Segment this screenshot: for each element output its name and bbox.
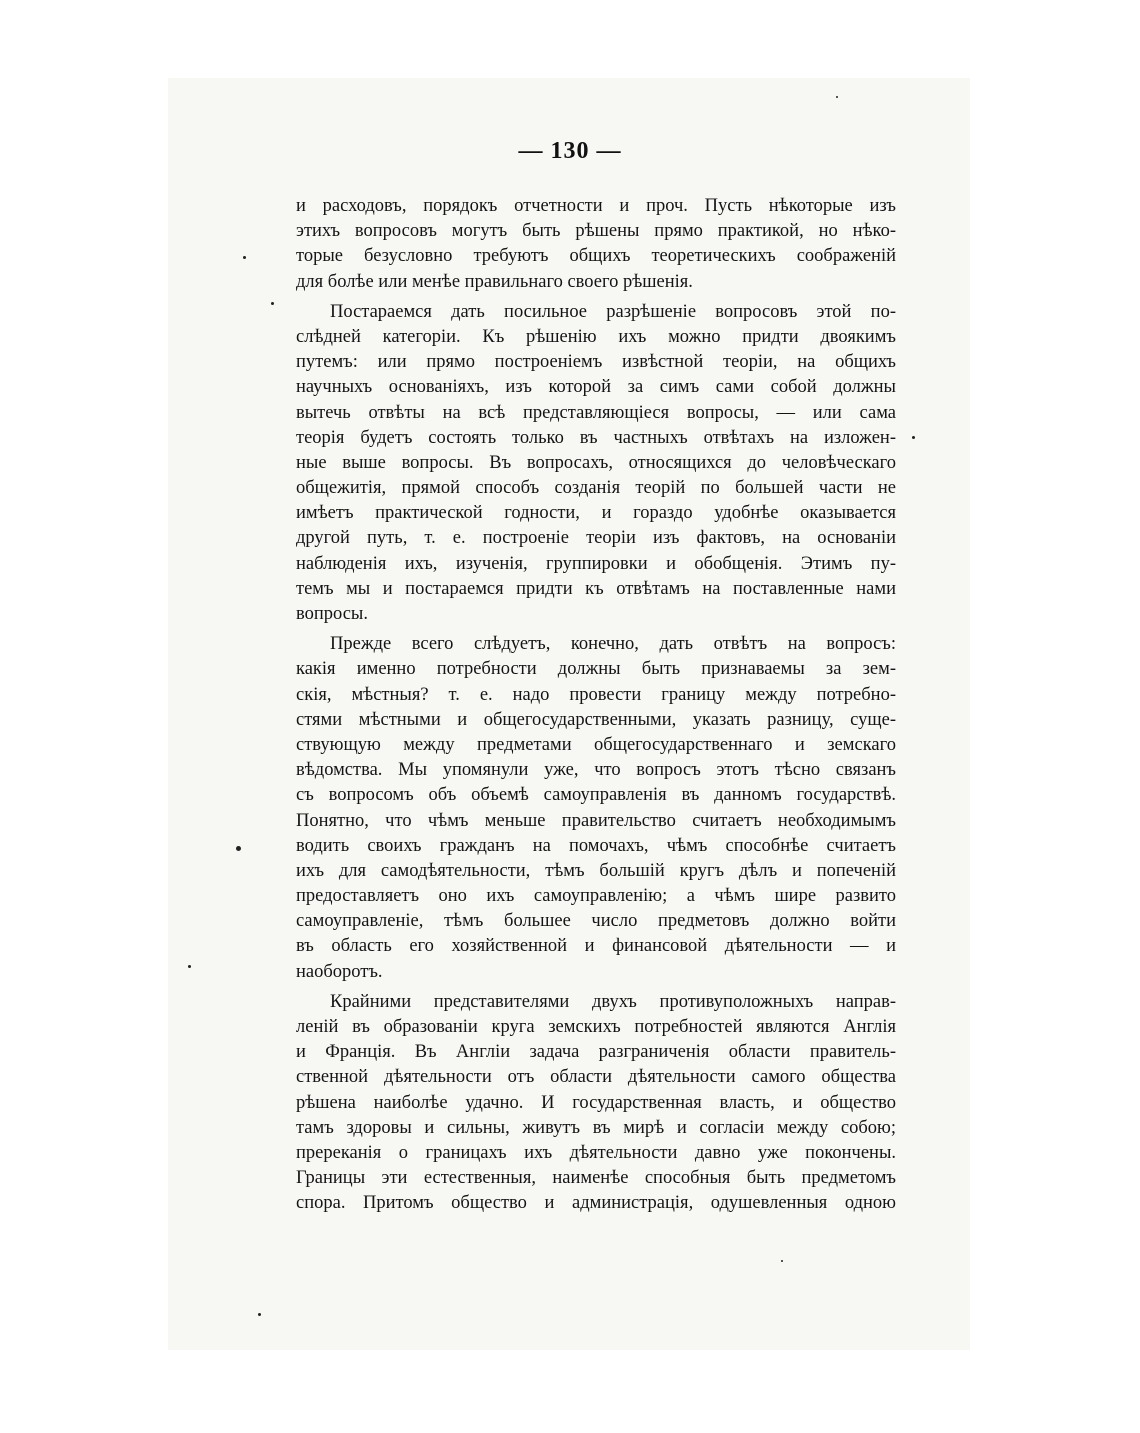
scan-speck bbox=[258, 1313, 261, 1316]
text-line: вытечь отвѣты на всѣ представляющіеся вопросы, — или сама bbox=[296, 402, 896, 423]
text-line: стями мѣстными и общегосударственными, указать разницу, суще- bbox=[296, 709, 896, 730]
text-line: съ вопросомъ объ объемѣ самоуправленія въ данномъ государствѣ. bbox=[296, 785, 896, 806]
text-line: Прежде всего слѣдуетъ, конечно, дать отвѣтъ на вопросъ: bbox=[330, 634, 896, 655]
text-line: путемъ: или прямо построеніемъ извѣстной теоріи, на общихъ bbox=[296, 352, 896, 373]
text-line: водить своихъ гражданъ на помочахъ, чѣмъ способнѣе считаетъ bbox=[296, 835, 896, 856]
text-line: тамъ здоровы и сильны, живутъ въ мирѣ и согласіи между собою; bbox=[296, 1117, 896, 1138]
text-line: въ область его хозяйственной и финансовой дѣятельности — и bbox=[296, 936, 896, 957]
text-line: вѣдомства. Мы упомянули уже, что вопросъ этотъ тѣсно связанъ bbox=[296, 760, 896, 781]
text-line: рѣшена наиболѣе удачно. И государственная власть, и общество bbox=[296, 1092, 896, 1113]
scan-speck bbox=[781, 1260, 783, 1262]
page-number: — 130 — bbox=[518, 138, 622, 164]
text-line: леній въ образованіи круга земскихъ потребностей являются Англія bbox=[296, 1017, 896, 1037]
text-line: слѣдней категоріи. Къ рѣшенію ихъ можно придти двоякимъ bbox=[296, 326, 896, 347]
text-line: ихъ для самодѣятельности, тѣмъ большій кругъ дѣлъ и попеченій bbox=[296, 860, 896, 881]
text-line: наблюденія ихъ, изученія, группировки и обобщенія. Этимъ пу- bbox=[296, 553, 896, 574]
scan-speck bbox=[836, 96, 838, 98]
text-line: теорія будетъ состоять только въ частныхъ отвѣтахъ на изложен- bbox=[296, 427, 896, 448]
text-line: этихъ вопросовъ могутъ быть рѣшены прямо практикой, но нѣко- bbox=[296, 221, 896, 242]
text-line: для болѣе или менѣе правильнаго своего рѣшенія. bbox=[296, 271, 693, 292]
scan-speck bbox=[243, 256, 246, 259]
scan-speck bbox=[236, 846, 241, 851]
text-line: и Франція. Въ Англіи задача разграниченія области правитель- bbox=[296, 1042, 896, 1063]
text-line: пререканія о границахъ ихъ дѣятельности давно уже покончены. bbox=[296, 1142, 896, 1163]
text-line: ственной дѣятельности отъ области дѣятельности самого общества bbox=[296, 1067, 896, 1088]
text-line: другой путь, т. е. построеніе теоріи изъ фактовъ, на основаніи bbox=[296, 528, 896, 549]
text-line: вопросы. bbox=[296, 604, 368, 624]
text-line: наоборотъ. bbox=[296, 961, 383, 982]
text-line: Постараемся дать посильное разрѣшеніе вопросовъ этой по- bbox=[330, 301, 896, 322]
scan-speck bbox=[912, 436, 915, 439]
text-line: общежитія, прямой способъ созданія теорій по большей части не bbox=[296, 478, 896, 499]
text-line: самоуправленіе, тѣмъ большее число предметовъ должно войти bbox=[296, 911, 896, 932]
scan-speck bbox=[188, 965, 191, 968]
text-line: спора. Притомъ общество и администрація, одушевленныя одною bbox=[296, 1193, 896, 1214]
text-line: ные выше вопросы. Въ вопросахъ, относящихся до человѣческаго bbox=[296, 452, 896, 473]
text-line: научныхъ основаніяхъ, изъ которой за симъ сами собой должны bbox=[296, 377, 896, 398]
text-line: Понятно, что чѣмъ меньше правительство считаетъ необходимымъ bbox=[296, 810, 896, 831]
text-line: темъ мы и постараемся придти къ отвѣтамъ на поставленные нами bbox=[296, 578, 896, 599]
text-line: предоставляетъ оно ихъ самоуправленію; а чѣмъ шире развито bbox=[296, 886, 896, 907]
text-line: ствующую между предметами общегосударственнаго и земскаго bbox=[296, 734, 896, 755]
text-line: торые безусловно требуютъ общихъ теоретическихъ соображеній bbox=[296, 246, 896, 267]
text-line: Крайними представителями двухъ противуположныхъ направ- bbox=[330, 991, 896, 1012]
text-line: какія именно потребности должны быть признаваемы за зем- bbox=[296, 659, 896, 680]
text-line: скія, мѣстныя? т. е. надо провести границу между потребно- bbox=[296, 684, 896, 705]
text-line: и расходовъ, порядокъ отчетности и проч. Пусть нѣкоторые изъ bbox=[296, 196, 896, 216]
text-line: Границы эти естественныя, наименѣе способныя быть предметомъ bbox=[296, 1168, 896, 1189]
text-line: имѣетъ практической годности, и гораздо удобнѣе оказывается bbox=[296, 503, 896, 524]
body-text bbox=[296, 194, 896, 1217]
scan-speck bbox=[271, 302, 274, 305]
